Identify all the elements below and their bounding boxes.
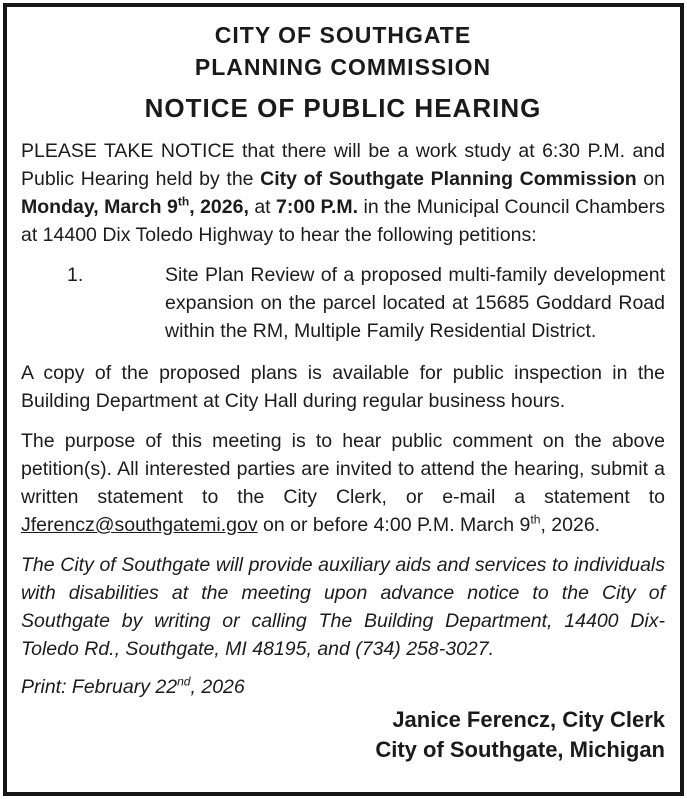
title-line-2: PLANNING COMMISSION — [194, 54, 492, 80]
signature-block — [21, 705, 665, 765]
print-date-line: Print: February 22nd, 2026 — [21, 674, 245, 698]
petition-text: Site Plan Review of a proposed multi-family development expansion on the parcel located at 15685 Goddard Road within the RM, Multiple Family Residential District. — [165, 264, 665, 342]
accessibility-paragraph: The City of Southgate will provide auxiliary aids and services to individuals with disabilities at the meeting upon advance notice to the City of Southgate by writing or calling The Building Department, 14400 Dix-Toledo Rd., Southgate, MI 48195, and (734) 258-3027. — [21, 554, 665, 660]
signature-city: City of Southgate, Michigan — [375, 737, 665, 762]
petition-item — [21, 261, 665, 345]
petition-number: 1. — [67, 264, 84, 286]
plans-copy-paragraph: A copy of the proposed plans is available for public inspection in the Building Department at City Hall during regular business hours. — [21, 362, 665, 412]
notice-border-frame — [3, 3, 684, 796]
title-line-1: CITY OF SOUTHGATE — [214, 22, 472, 48]
purpose-paragraph: The purpose of this meeting is to hear public comment on the above petition(s). All interested parties are invited to attend the hearing, submit a written statement to the City Clerk, or e-mail a statement to Jferencz@southgatemi.gov on or before 4:00 P.M. March 9th, 2026. — [21, 430, 665, 536]
intro-paragraph: PLEASE TAKE NOTICE that there will be a work study at 6:30 P.M. and Public Hearing held by the City of Southgate Planning Commission on Monday, March 9th, 2026, at 7:00 P.M. in the Municipal Council Chambers at 14400 Dix Toledo Highway to hear the following petitions: — [21, 140, 665, 246]
signature-name: Janice Ferencz, City Clerk — [392, 707, 665, 732]
notice-subtitle: NOTICE OF PUBLIC HEARING — [144, 93, 542, 123]
